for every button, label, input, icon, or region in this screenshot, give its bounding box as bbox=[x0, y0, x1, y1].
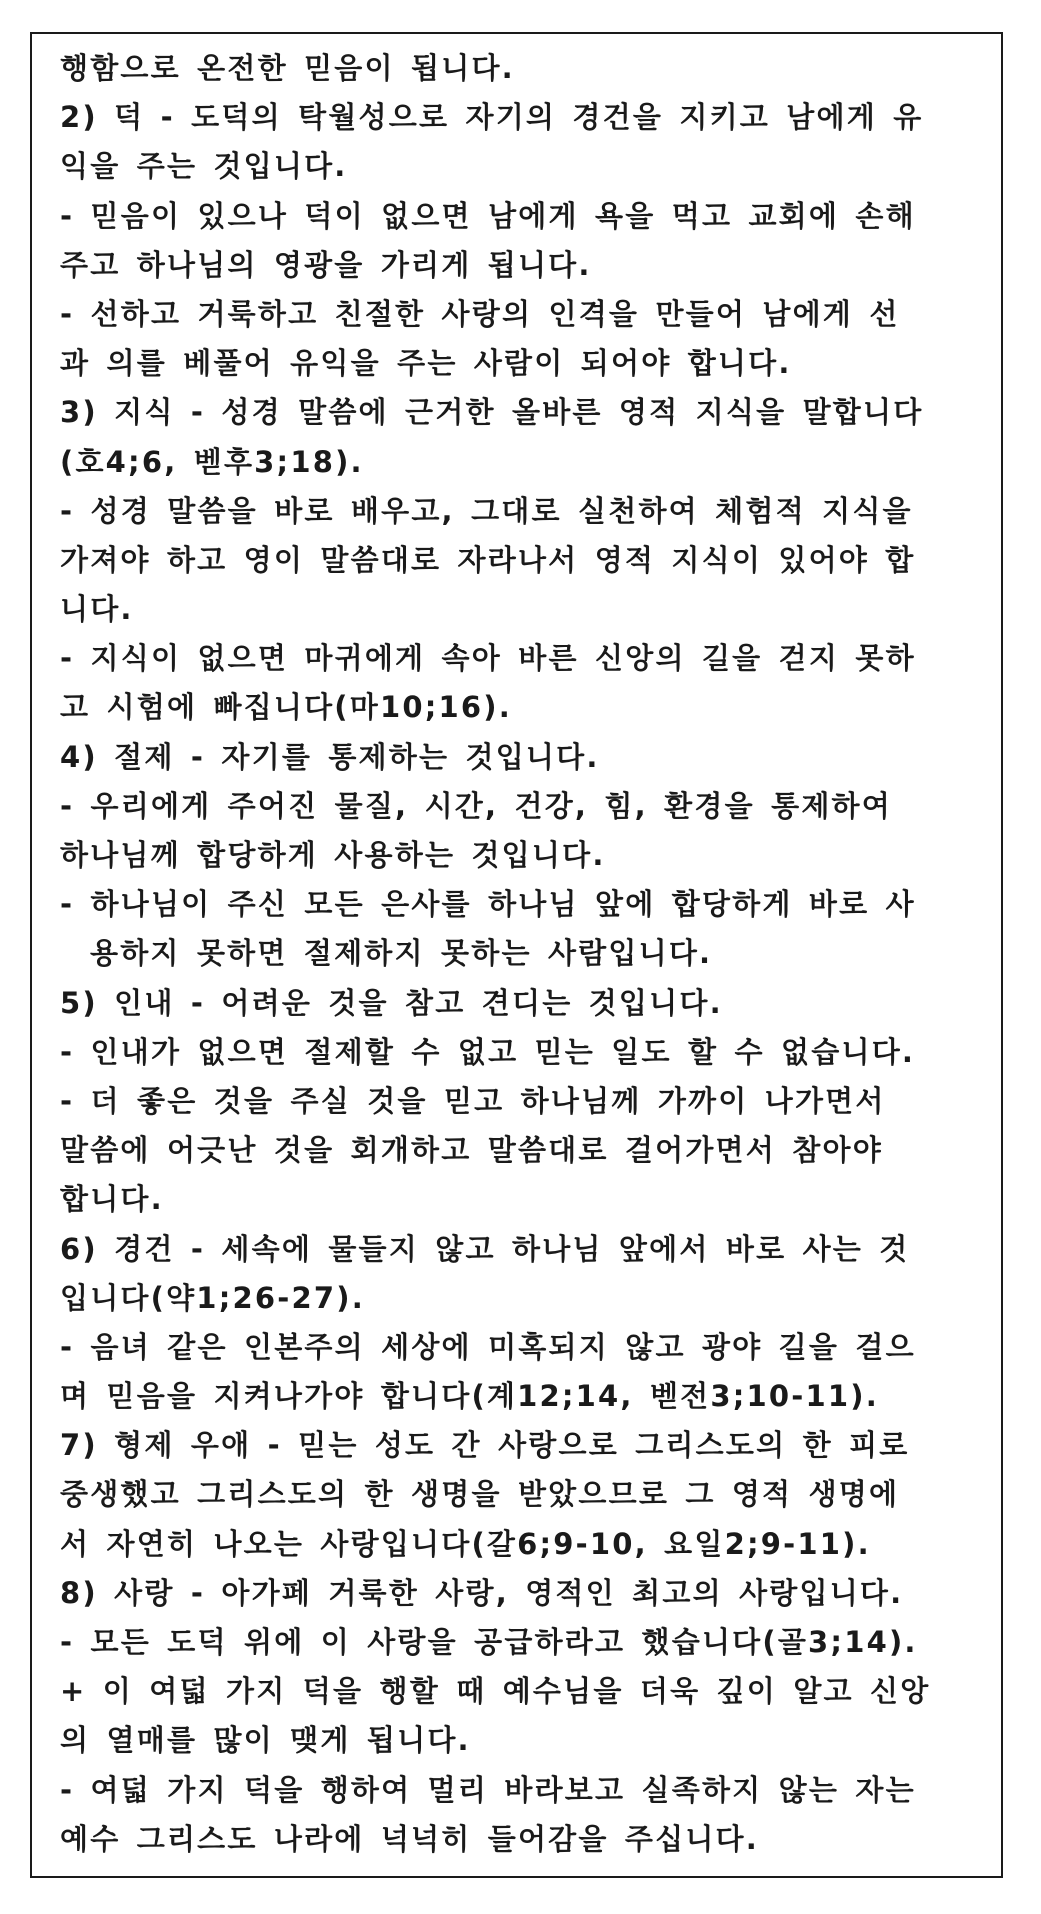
text-line: - 음녀 같은 인본주의 세상에 미혹되지 않고 광야 길을 걸으 bbox=[60, 1329, 916, 1364]
text-line: 7) 형제 우애 - 믿는 성도 간 사랑으로 그리스도의 한 피로 bbox=[60, 1428, 910, 1463]
document-frame bbox=[30, 32, 1003, 1878]
text-line: 주고 하나님의 영광을 가리게 됩니다. bbox=[60, 247, 592, 282]
text-line: 4) 절제 - 자기를 통제하는 것입니다. bbox=[60, 739, 600, 774]
document-text bbox=[60, 44, 985, 1864]
text-line: 과 의를 베풀어 유익을 주는 사람이 되어야 합니다. bbox=[60, 346, 792, 381]
text-line: - 지식이 없으면 마귀에게 속아 바른 신앙의 길을 걷지 못하 bbox=[60, 641, 916, 676]
text-line: 며 믿음을 지켜나가야 합니다(계12;14, 벧전3;10-11). bbox=[60, 1379, 879, 1414]
text-line: 고 시험에 빠집니다(마10;16). bbox=[60, 690, 512, 725]
text-line: - 인내가 없으면 절제할 수 없고 믿는 일도 할 수 없습니다. bbox=[60, 1034, 916, 1069]
text-line: 행함으로 온전한 믿음이 됩니다. bbox=[60, 51, 515, 85]
text-line: (호4;6, 벧후3;18). bbox=[60, 444, 364, 479]
text-line: - 우리에게 주어진 물질, 시간, 건강, 힘, 환경을 통제하여 bbox=[60, 788, 892, 823]
text-line: 중생했고 그리스도의 한 생명을 받았으므로 그 영적 생명에 bbox=[60, 1477, 900, 1512]
text-line: 하나님께 합당하게 사용하는 것입니다. bbox=[60, 838, 606, 872]
text-line: 합니다. bbox=[60, 1182, 164, 1217]
text-line: 의 열매를 많이 맺게 됩니다. bbox=[60, 1723, 471, 1758]
text-line: 용하지 못하면 절제하지 못하는 사람입니다. bbox=[90, 936, 713, 971]
text-line: 5) 인내 - 어려운 것을 참고 견디는 것입니다. bbox=[60, 985, 723, 1020]
text-line: - 여덟 가지 덕을 행하여 멀리 바라보고 실족하지 않는 자는 bbox=[60, 1772, 916, 1807]
text-line: - 더 좋은 것을 주실 것을 믿고 하나님께 가까이 나가면서 bbox=[60, 1083, 886, 1118]
text-line: 서 자연히 나오는 사랑입니다(갈6;9-10, 요일2;9-11). bbox=[60, 1526, 871, 1561]
text-line: - 성경 말씀을 바로 배우고, 그대로 실천하여 체험적 지식을 bbox=[60, 493, 913, 528]
text-line: 니다. bbox=[60, 592, 134, 627]
text-line: 익을 주는 것입니다. bbox=[60, 149, 348, 184]
text-line: 3) 지식 - 성경 말씀에 근거한 올바른 영적 지식을 말합니다 bbox=[60, 395, 924, 430]
text-line: - 선하고 거룩하고 친절한 사랑의 인격을 만들어 남에게 선 bbox=[60, 296, 900, 331]
text-line: - 모든 도덕 위에 이 사랑을 공급하라고 했습니다(골3;14). bbox=[60, 1625, 918, 1659]
text-line: 입니다(약1;26-27). bbox=[60, 1280, 365, 1315]
text-line: 8) 사랑 - 아가페 거룩한 사랑, 영적인 최고의 사랑입니다. bbox=[60, 1575, 904, 1610]
text-line: 6) 경건 - 세속에 물들지 않고 하나님 앞에서 바로 사는 것 bbox=[60, 1231, 910, 1266]
text-line: 예수 그리스도 나라에 넉넉히 들어감을 주십니다. bbox=[60, 1821, 759, 1856]
text-line: 가져야 하고 영이 말씀대로 자라나서 영적 지식이 있어야 합 bbox=[60, 542, 916, 577]
text-line: 2) 덕 - 도덕의 탁월성으로 자기의 경건을 지키고 남에게 유 bbox=[60, 100, 924, 135]
text-line: - 믿음이 있으나 덕이 없으면 남에게 욕을 먹고 교회에 손해 bbox=[60, 198, 916, 233]
text-line: - 하나님이 주신 모든 은사를 하나님 앞에 합당하게 바로 사 bbox=[60, 887, 916, 922]
text-line: + 이 여덟 가지 덕을 행할 때 예수님을 더욱 깊이 알고 신앙 bbox=[60, 1674, 931, 1709]
text-line: 말씀에 어긋난 것을 회개하고 말씀대로 걸어가면서 참아야 bbox=[60, 1133, 883, 1168]
